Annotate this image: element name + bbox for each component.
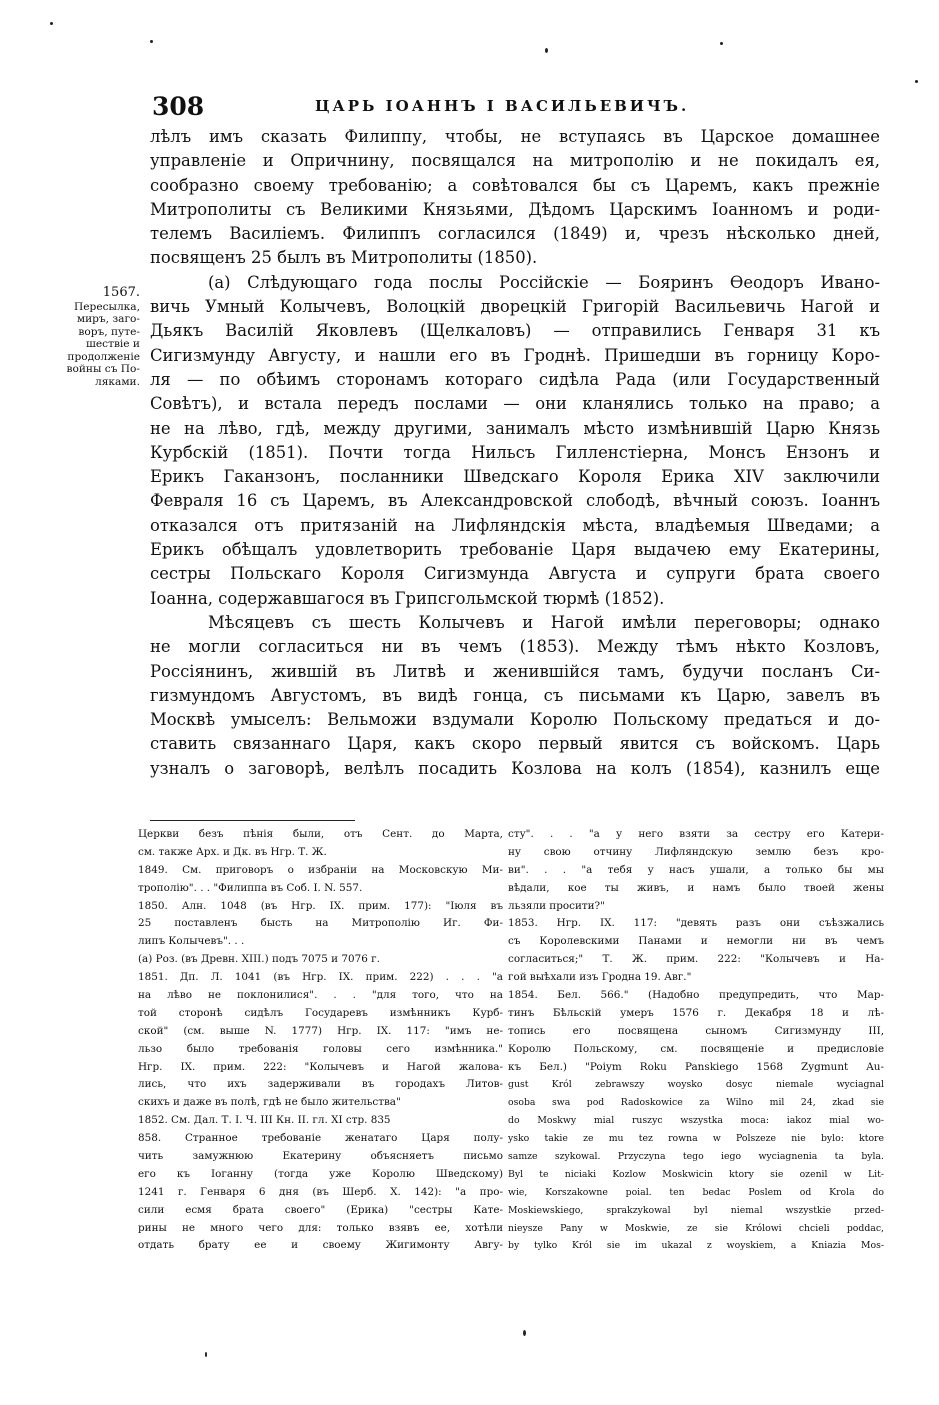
running-title: ЦАРЬ ІОАННЪ І ВАСИЛЬЕВИЧЪ.	[315, 97, 690, 115]
footnote-line: вѣдали, кое ты живъ, и намъ было твоей жены	[508, 881, 884, 894]
text-line: Февраля 16 съ Царемъ, въ Александровской слободѣ, вѣчный союзъ. Іоаннъ	[150, 491, 880, 511]
footnote-line: osoba swa pod Radoskowice za Wilno mil 24, zkad sie	[508, 1097, 884, 1109]
margin-note-line: Пересылка,	[74, 300, 140, 313]
footnote-line: сту". . . "а у него взяти за сестру его Катери-	[508, 828, 884, 840]
footnote-line: 1854. Бел. 566." (Надобно предупредить, что Мар-	[508, 989, 884, 1002]
scan-speck	[205, 1352, 207, 1357]
footnote-line: къ Бел.) "Poiym Roku Panskiego 1568 Zygmunt Au-	[508, 1060, 884, 1073]
footnote-line: трополію". . . "Филиппа въ Соб. I. N. 557.	[138, 881, 363, 894]
text-line: управленіе и Опричнину, посвящался на митрополію и не покидалъ ея,	[150, 151, 880, 171]
text-line: Москвѣ умыселъ: Вельможи вздумали Королю Польскому предаться и до-	[150, 710, 880, 730]
text-line: Сигизмунду Августу, и нашли его въ Гроднѣ. Пришедши въ горницу Коро-	[150, 345, 880, 365]
footnote-line: ну свою отчину Лифляндскую землю безъ кро-	[508, 845, 884, 858]
footnote-line: тинъ Бѣльскій умеръ 1576 г. Декабря 18 и лѣ-	[508, 1006, 884, 1019]
text-line: гизмундомъ Августомъ, въ видѣ гонца, съ письмами къ Царю, завелъ въ	[150, 685, 880, 705]
footnote-line: nieysze Pany w Moskwie, ze sie Królowi chcieli poddac,	[508, 1222, 884, 1234]
footnote-line: do Moskwy mial ruszyc wszystka moca: iakoz mial wo-	[508, 1115, 884, 1127]
page-number: 308	[152, 92, 205, 121]
page-header	[150, 92, 880, 122]
scan-speck	[523, 1330, 526, 1336]
text-line: сообразно своему требованію; а совѣтовался бы съ Царемъ, какъ прежніе	[150, 175, 880, 195]
margin-note-line: продолженіе	[67, 350, 140, 363]
scan-speck	[915, 80, 918, 83]
text-line: (а) Слѣдующаго года послы Россійскіе — Бояринъ Ѳеодоръ Ивано-	[208, 272, 880, 292]
footnote-line: его къ Іоганну (тогда уже Королю Шведскому)	[138, 1167, 503, 1180]
footnote-line: 25 поставленъ бысть на Митрополію Иг. Фи-	[138, 917, 503, 930]
text-line: Мѣсяцевъ съ шесть Колычевъ и Нагой имѣли переговоры; однако	[208, 612, 880, 632]
text-line: Курбскій (1851). Почти тогда Нильсъ Гилленстіерна, Монсъ Ензонъ и	[150, 442, 880, 462]
text-line: отказался отъ притязаній на Лифляндскія мѣста, владѣемыя Шведами; а	[150, 515, 880, 535]
text-line: Ерикъ Гаканзонъ, посланники Шведскаго Короля Ерика XIV заключили	[150, 467, 880, 487]
text-line: ставить связаннаго Царя, какъ скоро первый явится съ войскомъ. Царь	[150, 734, 880, 754]
footnote-line: на лѣво не поклонилися". . . "для того, что на	[138, 989, 503, 1002]
footnote-line: 1241 г. Генваря 6 дня (въ Шерб. X. 142): "а про-	[138, 1185, 503, 1198]
footnote-line: съ Королевскими Панами и немогли ни въ чемъ	[508, 935, 884, 948]
footnote-line: отдать брату ее и своему Жигимонту Авгу-	[138, 1239, 503, 1252]
footnote-line: by tylko Król sie im ukazal z woyskiem, a Kniazia Mos-	[508, 1240, 884, 1252]
footnote-line: Byl te niciaki Kozlow Moskwicin ktory sie ozenil w Lit-	[508, 1168, 884, 1180]
scan-speck	[545, 48, 548, 53]
footnote-line: топись его посвящена сыномъ Сигизмунду III,	[508, 1024, 884, 1037]
margin-note-line: шествіе и	[86, 338, 140, 350]
text-line: ля — по обѣимъ сторонамъ котораго сидѣла Рада (или Государственный	[150, 369, 880, 389]
margin-note-line: ляками.	[94, 375, 140, 388]
footnote-line: 1851. Дп. Л. 1041 (въ Нгр. IX. прим. 222) . . . "а	[138, 971, 503, 984]
text-line: Россіянинъ, жившій въ Литвѣ и женившійся тамъ, будучи посланъ Си-	[150, 661, 880, 681]
margin-note-line: воръ, путе-	[78, 325, 140, 338]
footnote-line: согласиться;" Т. Ж. прим. 222: "Колычевъ и На-	[508, 953, 884, 966]
footnote-line: Moskiewskiego, sprakzykowal byl niemal wszystkie przed-	[508, 1204, 884, 1216]
text-line: лѣлъ имъ сказать Филиппу, чтобы, не вступаясь въ Царское домашнее	[150, 127, 880, 146]
margin-note-line: войны съ По-	[66, 363, 140, 375]
text-line: не могли согласиться ни въ чемъ (1853). Между тѣмъ нѣкто Козловъ,	[150, 637, 880, 657]
footnote-line: Королю Польскому, см. посвященіе и предисловіе	[508, 1042, 884, 1055]
footnotes-left-column	[138, 826, 503, 1255]
footnote-line: липъ Колычевъ". . .	[138, 935, 245, 948]
footnote-line: чить замужнюю Екатерину объясняетъ письмо	[138, 1150, 503, 1163]
footnote-line: 1849. См. приговоръ о избраніи на Московскую Ми-	[138, 863, 503, 876]
scan-speck	[720, 42, 723, 45]
footnote-line: (а) Роз. (въ Древн. XIII.) подъ 7075 и 7076 г.	[138, 953, 380, 966]
text-line: не на лѣво, гдѣ, между другими, занималъ мѣсто измѣнившій Царю Князь	[150, 418, 880, 438]
text-line: узналъ о заговорѣ, велѣлъ посадить Козлова на колъ (1854), казнилъ еще	[150, 758, 880, 778]
footnote-line: samze szykowal. Przyczyna tego iego wyciagnenia ta byla.	[508, 1151, 884, 1163]
footnote-line: 858. Странное требованіе женатаго Царя полу-	[138, 1132, 503, 1145]
text-line: вичь Умный Колычевъ, Волоцкій дворецкій Григорій Васильевичь Нагой и	[150, 297, 880, 317]
footnote-line: льзо было требованія головы сего измѣнника."	[138, 1042, 503, 1055]
footnotes-right-column	[508, 826, 884, 1255]
footnote-line: ysko takie ze mu tez rowna w Polszeze nie bylo: ktore	[508, 1133, 884, 1145]
footnote-line: сили есмя брата своего" (Ерика) "сестры Кате-	[138, 1203, 503, 1216]
scan-speck	[150, 40, 153, 43]
text-line: посвященъ 25 былъ въ Митрополиты (1850).	[150, 248, 538, 268]
text-line: Дьякъ Василій Яковлевъ (Щелкаловъ) — отправились Генваря 31 къ	[150, 321, 880, 341]
main-text	[150, 125, 880, 781]
footnote-line: wie, Korszakowne poial. ten bedac Poslem od Krola do	[508, 1186, 884, 1198]
margin-note-line: миръ, заго-	[76, 313, 140, 325]
text-line: Совѣтъ), и встала передъ послами — они кланялись только на право; а	[150, 394, 880, 414]
text-line: Митрополиты съ Великими Князьями, Дѣдомъ Царскимъ Іоанномъ и роди-	[150, 199, 880, 219]
text-line: телемъ Василіемъ. Филиппъ согласился (1849) и, чрезъ нѣсколько дней,	[150, 224, 880, 244]
footnote-line: см. также Арх. и Дк. въ Нгр. Т. Ж.	[138, 845, 327, 858]
footnote-line: 1850. Алн. 1048 (въ Нгр. IX. прим. 177): "Іюля въ	[138, 899, 503, 912]
footnote-line: той сторонѣ сидѣлъ Государевъ измѣнникъ Курб-	[138, 1006, 503, 1019]
footnote-line: Церкви безъ пѣнія были, отъ Сент. до Марта,	[138, 828, 503, 840]
text-line: Ерикъ обѣщалъ удовлетворить требованіе Царя выдачею ему Екатерины,	[150, 540, 880, 560]
footnote-line: ской" (см. выше N. 1777) Нгр. IX. 117: "имъ не-	[138, 1024, 503, 1037]
footnote-line: скихъ и даже въ полѣ, гдѣ не было жительства"	[138, 1096, 401, 1109]
footnote-divider	[150, 820, 355, 821]
footnote-line: лись, что ихъ задерживали въ городахъ Литов-	[138, 1078, 503, 1091]
footnote-line: gust Król zebrawszy woysko dosyc niemale wyciagnal	[508, 1079, 884, 1091]
footnote-line: гой выѣхали изъ Гродна 19. Авг."	[508, 971, 692, 984]
footnote-line: ви". . . "а тебя у насъ ушали, а только бы мы	[508, 863, 884, 876]
margin-note-year: 1567.	[102, 285, 140, 300]
footnote-line: 1853. Нгр. IX. 117: "девять разъ они съѣзжались	[508, 917, 884, 930]
footnote-line: Нгр. IX. прим. 222: "Колычевъ и Нагой жалова-	[138, 1060, 503, 1073]
scan-speck	[50, 22, 53, 25]
text-line: сестры Польскаго Короля Сигизмунда Августа и супруги брата своего	[150, 564, 880, 584]
text-line: Іоанна, содержавшагося въ Грипсгольмской тюрмѣ (1852).	[150, 588, 665, 608]
footnote-line: 1852. См. Дал. Т. I. Ч. III Кн. II. гл. XI стр. 835	[138, 1114, 391, 1127]
footnote-line: льзяли просити?"	[508, 899, 605, 912]
margin-note	[56, 287, 140, 388]
footnote-line: рины не много чего для: только взявъ ее, хотѣли	[138, 1221, 503, 1234]
